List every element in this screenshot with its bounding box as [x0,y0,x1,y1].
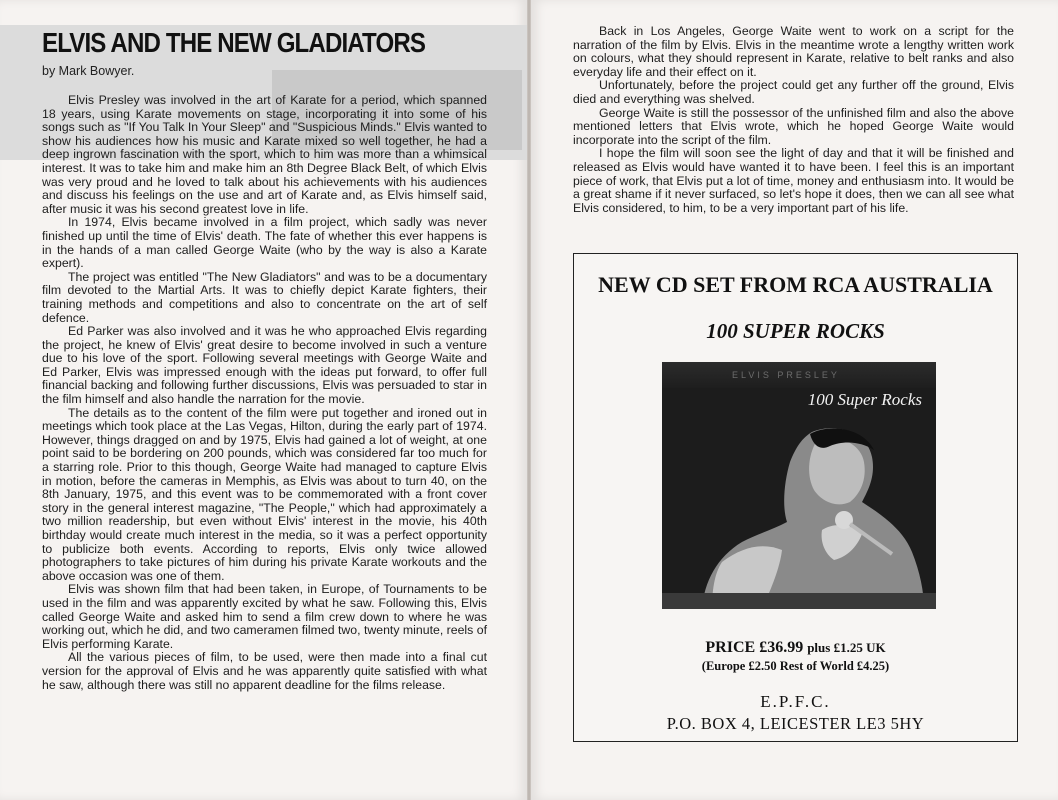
left-column [42,94,487,692]
price-line [574,639,1017,657]
ad-subheadline: 100 SUPER ROCKS [706,319,885,343]
cover-bottom-strip [662,593,936,609]
paragraph: I hope the film will soon see the light of day and that it will be finished and released as Elvis would have wanted it to have been. I feel this is an important piece of work, that Elvis put a lot of time, money and enthusiasm into. It would be a great shame if it never surfaced, so let's hope it does, then we can all see what Elvis considered, to him, to be a very important part of his life. [573,146,1014,215]
price-main: PRICE £36.99 [705,639,804,656]
album-cover-image [662,362,936,609]
paragraph: Unfortunately, before the project could get any further off the ground, Elvis died and everything was shelved. [573,78,1014,106]
paragraph: The details as to the content of the film were put together and ironed out in meetings which took place at the Las Vegas, Hilton, during the early part of 1974. However, things dragged on and by 1975, Elvis had gained a lot of weight, at one point said to be bordering on 200 pounds, which was considered far too much for a starring role. Prior to this though, George Waite had managed to capture Elvis in motion, before the cameras in Memphis, as Elvis was about to turn 40, on the 8th January, 1975, and this event was to be commemorated with a front cover story in the general interest magazine, "The People," which had approximately a two million readership, but even without Elvis' interest in the movie, his 40th birthday would create much interest in the media, so it was a perfect opportunity to publicize both events. According to reports, Elvis only twice allowed photographers to take pictures of him during his private Karate workouts and the above occasion was one of them. [42,405,487,583]
paragraph: In 1974, Elvis became involved in a film project, which sadly was never finished up until the time of Elvis' death. The fate of whether this ever happens is in the hands of a man called George Waite (who by the way is also a Karate expert). [42,215,487,271]
postal-address: P.O. BOX 4, LEICESTER LE3 5HY [666,714,925,733]
shipping-costs: (Europe £2.50 Rest of World £4.25) [701,659,890,673]
ad-headline: NEW CD SET FROM RCA AUSTRALIA [598,272,993,297]
paragraph: Elvis Presley was involved in the art of Karate for a period, which spanned 18 years, using Karate movements on stage, incorporating it into some of his songs such as "If You Talk In Your Sleep" and "Suspicious Minds." Elvis wanted to show his audiences how his music and Karate mixed so well together, he had a deep ingrown fascination with the sport, which to him was more than a whimsical interest. It was to take him and make him an 8th Degree Black Belt, of which Elvis was very proud and he loved to talk about his achievements with his audiences and discuss his feelings on the use and art of Karate and, as Elvis himself said, after music it was his second greatest love in life. [42,93,487,216]
cover-strip-text: ELVIS PRESLEY [732,370,840,380]
cover-title-script: 100 Super Rocks [807,390,922,409]
paragraph: Back in Los Angeles, George Waite went to work on a script for the narration of the film by Elvis. Elvis in the meantime wrote a lengthy written work on colours, what they should represent in Karate, relative to belt ranks and also everyday life and their effect on it. [573,24,1014,79]
paragraph: The project was entitled "The New Gladiators" and was to be a documentary film devoted to the Martial Arts. It was to chiefly depict Karate fighters, their training methods and competitions and also to concentrate on the art of self defence. [42,269,487,325]
left-page [0,0,527,800]
right-column [573,25,1014,215]
paragraph: Elvis was shown film that had been taken, in Europe, of Tournaments to be used in the film and was apparently excited by what he saw. Following this, Elvis called George Waite and asked him to send a film crew down to where he was working out, which he did, and two cameramen filmed two, twenty minute, reels of Elvis performing Karate. [42,582,487,651]
article-byline: by Mark Bowyer. [42,64,135,78]
club-name: E.P.F.C. [760,692,831,711]
paragraph: Ed Parker was also involved and it was he who approached Elvis regarding the project, he knew of Elvis' great desire to become involved in such a venture due to his love of the sport. Following several meetings with George Waite and Ed Parker, Elvis was impressed enough with the ideas put forward, to offer full financial backing and following further discussions, Elvis was persuaded to star in the film himself and also handle the narration for the movie. [42,324,487,407]
price-uk: plus £1.25 UK [807,640,886,655]
paragraph: George Waite is still the possessor of the unfinished film and also the above mentioned letters that Elvis wrote, which he hoped George Waite would incorporate into the script of the film. [573,105,1014,147]
cd-advertisement [573,253,1018,742]
article-title: ELVIS AND THE NEW GLADIATORS [42,27,426,58]
paragraph: All the various pieces of film, to be used, were then made into a final cut version for the approval of Elvis and he was apparently quite satisfied with what he saw, although there was still no apparent deadline for the films release. [42,650,487,692]
